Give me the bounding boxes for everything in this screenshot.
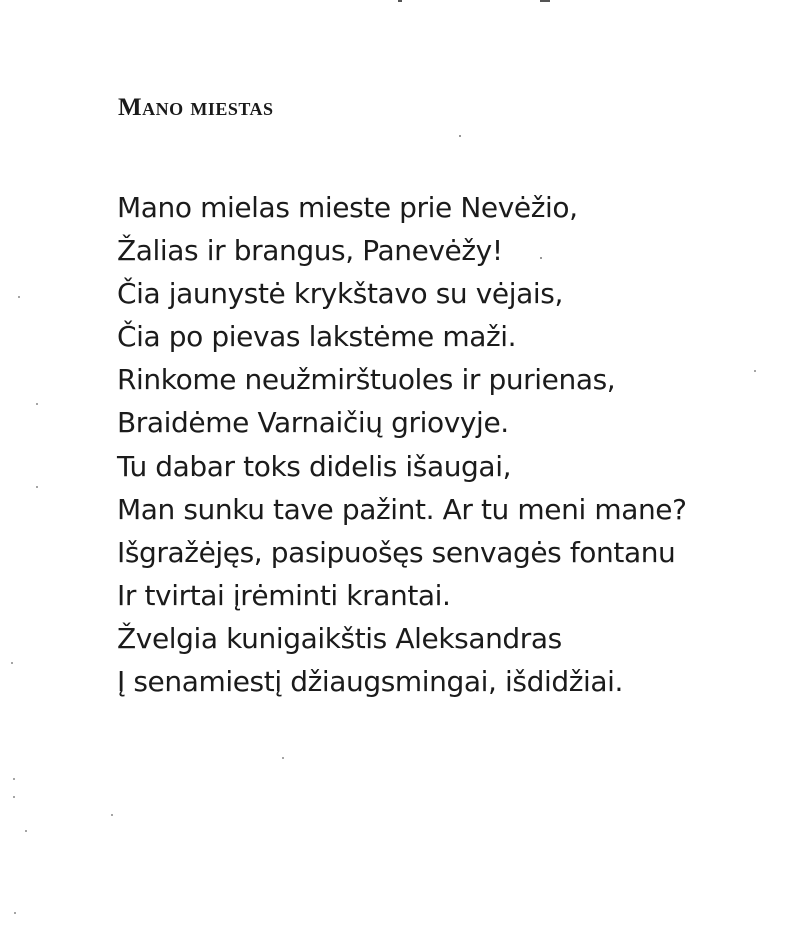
poem-line: Į senamiestį džiaugsmingai, išdidžiai. xyxy=(117,665,624,699)
poem-body xyxy=(117,186,687,703)
poem-line: Žvelgia kunigaikštis Aleksandras xyxy=(117,621,562,655)
poem-line: Žalias ir brangus, Panevėžy! xyxy=(117,234,503,268)
poem-line: Čia jaunystė krykštavo su vėjais, xyxy=(117,277,563,311)
poem-line: Čia po pievas lakstėme maži. xyxy=(117,320,517,354)
poem-title: Mano miestas xyxy=(118,94,274,121)
poem-line: Ir tvirtai įrėminti krantai. xyxy=(117,578,451,612)
poem-line: Tu dabar toks didelis išaugai, xyxy=(117,449,512,483)
poem-line: Mano mielas mieste prie Nevėžio, xyxy=(117,191,578,224)
poem-line: Rinkome neužmirštuoles ir purienas, xyxy=(117,363,616,397)
poem-line: Išgražėjęs, pasipuošęs senvagės fontanu xyxy=(117,535,676,569)
poem-line: Braidėme Varnaičių griovyje. xyxy=(117,406,509,440)
poem-line: Man sunku tave pažint. Ar tu meni mane? xyxy=(117,492,687,526)
